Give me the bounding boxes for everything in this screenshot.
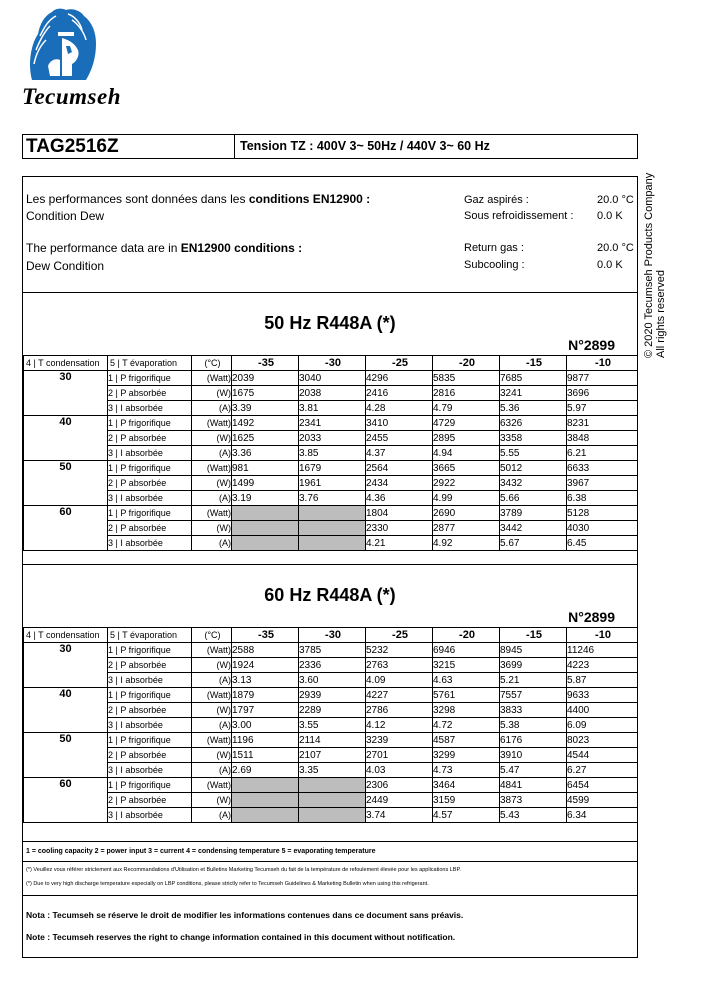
- model-header: [22, 134, 638, 159]
- value-cell: 4.37: [366, 446, 433, 461]
- param-label: 1 | P frigorifique: [108, 461, 192, 476]
- param-unit: (W): [192, 793, 232, 808]
- unavailable-cell: [232, 778, 299, 793]
- param-label: 2 | P absorbée: [108, 703, 192, 718]
- value-cell: 3298: [433, 703, 500, 718]
- value-cell: 5.66: [500, 491, 567, 506]
- table-row: [24, 446, 638, 461]
- param-unit: (Watt): [192, 416, 232, 431]
- value-cell: 3358: [500, 431, 567, 446]
- table-header-row: [24, 628, 638, 643]
- section-50hz-title: 50 Hz R448A (*): [264, 313, 396, 333]
- param-unit: (W): [192, 521, 232, 536]
- param-label: 2 | P absorbée: [108, 793, 192, 808]
- en-conditions-text: The performance data are in: [26, 241, 181, 255]
- footnote-en: (*) Due to very high discharge temperature especially on LBP conditions, please strictly refer to Tecumseh Guidelines & Marketing Bulletin when using this refrigerant.: [26, 881, 429, 887]
- tcond-value: 30: [24, 371, 108, 416]
- value-cell: 2877: [433, 521, 500, 536]
- value-cell: 6326: [500, 416, 567, 431]
- value-cell: 3299: [433, 748, 500, 763]
- table-row: [24, 401, 638, 416]
- table-row: [24, 476, 638, 491]
- value-cell: 4.72: [433, 718, 500, 733]
- fr-dew: Condition Dew: [26, 209, 105, 223]
- value-cell: 4.03: [366, 763, 433, 778]
- value-cell: 3241: [500, 386, 567, 401]
- value-cell: 2416: [366, 386, 433, 401]
- param-label: 2 | P absorbée: [108, 476, 192, 491]
- param-label: 1 | P frigorifique: [108, 416, 192, 431]
- value-cell: 3239: [366, 733, 433, 748]
- table-row: [24, 793, 638, 808]
- value-cell: 4.94: [433, 446, 500, 461]
- value-cell: 5761: [433, 688, 500, 703]
- temp-header: -30: [299, 356, 366, 371]
- value-cell: 3.13: [232, 673, 299, 688]
- performance-table-50hz: [23, 355, 638, 551]
- value-cell: 4.09: [366, 673, 433, 688]
- value-cell: 3967: [567, 476, 638, 491]
- value-cell: 2564: [366, 461, 433, 476]
- copyright: [641, 172, 669, 358]
- temp-header: -10: [567, 356, 638, 371]
- value-cell: 6.38: [567, 491, 638, 506]
- table-row: [24, 386, 638, 401]
- temp-header: -20: [433, 356, 500, 371]
- value-cell: 981: [232, 461, 299, 476]
- value-cell: 2306: [366, 778, 433, 793]
- value-cell: 4.57: [433, 808, 500, 823]
- value-cell: 11246: [567, 643, 638, 658]
- value-cell: 1196: [232, 733, 299, 748]
- value-cell: 2763: [366, 658, 433, 673]
- value-cell: 1679: [299, 461, 366, 476]
- param-label: 2 | P absorbée: [108, 521, 192, 536]
- temp-header: -20: [433, 628, 500, 643]
- value-cell: 1675: [232, 386, 299, 401]
- value-cell: 3873: [500, 793, 567, 808]
- value-cell: 6.09: [567, 718, 638, 733]
- unavailable-cell: [299, 778, 366, 793]
- value-cell: 6176: [500, 733, 567, 748]
- table-row: [24, 688, 638, 703]
- param-unit: (Watt): [192, 688, 232, 703]
- param-unit: (A): [192, 718, 232, 733]
- value-cell: 2434: [366, 476, 433, 491]
- value-cell: 6.21: [567, 446, 638, 461]
- unavailable-cell: [299, 536, 366, 551]
- fr-gas-label: Gaz aspirés :: [464, 194, 529, 206]
- value-cell: 2455: [366, 431, 433, 446]
- param-label: 1 | P frigorifique: [108, 733, 192, 748]
- model-name: TAG2516Z: [23, 135, 235, 158]
- param-label: 3 | I absorbée: [108, 536, 192, 551]
- en-gas-value: 20.0 °C: [597, 242, 634, 254]
- fr-sub-value: 0.0 K: [597, 210, 623, 222]
- table-row: [24, 763, 638, 778]
- value-cell: 4.28: [366, 401, 433, 416]
- param-label: 2 | P absorbée: [108, 658, 192, 673]
- unavailable-cell: [232, 536, 299, 551]
- value-cell: 3696: [567, 386, 638, 401]
- tcond-header: 4 | T condensation: [24, 356, 108, 371]
- param-unit: (A): [192, 673, 232, 688]
- fr-conditions-text: Les performances sont données dans les: [26, 192, 249, 206]
- table-row: [24, 431, 638, 446]
- performance-frame: [22, 176, 638, 958]
- value-cell: 4296: [366, 371, 433, 386]
- value-cell: 2449: [366, 793, 433, 808]
- note-en: Note : Tecumseh reserves the right to change information contained in this document without notification.: [26, 932, 456, 942]
- value-cell: 4.73: [433, 763, 500, 778]
- value-cell: 4587: [433, 733, 500, 748]
- value-cell: 2895: [433, 431, 500, 446]
- footnote-fr: (*) Veuillez vous référer strictement aux Recommandations d'Utilisation et Bulletins Marketing Tecumseh du fait de la température de refoulement élevée pour les applications LBP.: [26, 867, 461, 873]
- value-cell: 2922: [433, 476, 500, 491]
- section-60hz-title: 60 Hz R448A (*): [264, 585, 396, 605]
- param-label: 3 | I absorbée: [108, 401, 192, 416]
- en-gas-label: Return gas :: [464, 242, 524, 254]
- fr-conditions-line: [26, 192, 370, 206]
- unit-header: (°C): [192, 356, 232, 371]
- value-cell: 2330: [366, 521, 433, 536]
- value-cell: 3.85: [299, 446, 366, 461]
- tcond-header: 4 | T condensation: [24, 628, 108, 643]
- value-cell: 5.36: [500, 401, 567, 416]
- value-cell: 3.60: [299, 673, 366, 688]
- value-cell: 4729: [433, 416, 500, 431]
- en-dew: Dew Condition: [26, 259, 105, 273]
- param-unit: (Watt): [192, 778, 232, 793]
- value-cell: 2114: [299, 733, 366, 748]
- value-cell: 2033: [299, 431, 366, 446]
- value-cell: 5.43: [500, 808, 567, 823]
- value-cell: 1625: [232, 431, 299, 446]
- value-cell: 2.69: [232, 763, 299, 778]
- value-cell: 3.74: [366, 808, 433, 823]
- value-cell: 1961: [299, 476, 366, 491]
- value-cell: 2336: [299, 658, 366, 673]
- param-label: 1 | P frigorifique: [108, 688, 192, 703]
- table-row: [24, 733, 638, 748]
- value-cell: 4841: [500, 778, 567, 793]
- value-cell: 2816: [433, 386, 500, 401]
- value-cell: 4227: [366, 688, 433, 703]
- value-cell: 6.34: [567, 808, 638, 823]
- temp-header: -15: [500, 356, 567, 371]
- unavailable-cell: [299, 808, 366, 823]
- value-cell: 1511: [232, 748, 299, 763]
- unavailable-cell: [232, 506, 299, 521]
- value-cell: 1804: [366, 506, 433, 521]
- value-cell: 4223: [567, 658, 638, 673]
- table-row: [24, 658, 638, 673]
- performance-table-60hz: [23, 627, 638, 823]
- unavailable-cell: [232, 521, 299, 536]
- param-unit: (A): [192, 401, 232, 416]
- value-cell: 2341: [299, 416, 366, 431]
- param-unit: (W): [192, 748, 232, 763]
- value-cell: 3215: [433, 658, 500, 673]
- value-cell: 3464: [433, 778, 500, 793]
- value-cell: 3040: [299, 371, 366, 386]
- value-cell: 1499: [232, 476, 299, 491]
- value-cell: 7685: [500, 371, 567, 386]
- temp-header: -25: [366, 628, 433, 643]
- table-row: [24, 703, 638, 718]
- tcond-value: 40: [24, 688, 108, 733]
- table-row: [24, 808, 638, 823]
- value-cell: 3.19: [232, 491, 299, 506]
- en-sub-label: Subcooling :: [464, 259, 525, 271]
- copyright-line2: All rights reserved: [655, 269, 667, 358]
- tcond-value: 40: [24, 416, 108, 461]
- value-cell: 3442: [500, 521, 567, 536]
- value-cell: 3.35: [299, 763, 366, 778]
- value-cell: 8023: [567, 733, 638, 748]
- value-cell: 3.39: [232, 401, 299, 416]
- value-cell: 2588: [232, 643, 299, 658]
- param-label: 2 | P absorbée: [108, 386, 192, 401]
- en-sub-value: 0.0 K: [597, 259, 623, 271]
- temp-header: -35: [232, 628, 299, 643]
- value-cell: 2038: [299, 386, 366, 401]
- tension-label: Tension TZ : 400V 3~ 50Hz / 440V 3~ 60 Hz: [240, 139, 490, 153]
- value-cell: 5012: [500, 461, 567, 476]
- table-row: [24, 778, 638, 793]
- value-cell: 3699: [500, 658, 567, 673]
- table-row: [24, 521, 638, 536]
- value-cell: 2107: [299, 748, 366, 763]
- section-divider: [23, 564, 637, 565]
- value-cell: 6946: [433, 643, 500, 658]
- value-cell: 3785: [299, 643, 366, 658]
- param-unit: (Watt): [192, 461, 232, 476]
- param-unit: (W): [192, 476, 232, 491]
- value-cell: 2690: [433, 506, 500, 521]
- value-cell: 9633: [567, 688, 638, 703]
- unavailable-cell: [232, 808, 299, 823]
- tevap-header: 5 | T évaporation: [108, 628, 192, 643]
- param-label: 2 | P absorbée: [108, 431, 192, 446]
- value-cell: 1797: [232, 703, 299, 718]
- value-cell: 2039: [232, 371, 299, 386]
- value-cell: 1924: [232, 658, 299, 673]
- param-label: 1 | P frigorifique: [108, 643, 192, 658]
- value-cell: 4.63: [433, 673, 500, 688]
- value-cell: 4030: [567, 521, 638, 536]
- section-50hz-number: N°2899: [568, 337, 615, 353]
- param-unit: (W): [192, 703, 232, 718]
- fr-conditions-bold: conditions EN12900 :: [248, 192, 371, 206]
- unavailable-cell: [299, 521, 366, 536]
- value-cell: 5128: [567, 506, 638, 521]
- copyright-line1: © 2020 Tecumseh Products Company: [643, 172, 655, 358]
- value-cell: 1879: [232, 688, 299, 703]
- param-label: 1 | P frigorifique: [108, 778, 192, 793]
- tcond-value: 30: [24, 643, 108, 688]
- param-label: 1 | P frigorifique: [108, 506, 192, 521]
- param-unit: (A): [192, 808, 232, 823]
- value-cell: 5232: [366, 643, 433, 658]
- table-row: [24, 506, 638, 521]
- table-row: [24, 673, 638, 688]
- tcond-value: 60: [24, 778, 108, 823]
- en-conditions-bold: EN12900 conditions :: [180, 241, 303, 255]
- param-label: 3 | I absorbée: [108, 718, 192, 733]
- table-row: [24, 371, 638, 386]
- value-cell: 5.38: [500, 718, 567, 733]
- value-cell: 2786: [366, 703, 433, 718]
- value-cell: 9877: [567, 371, 638, 386]
- value-cell: 4.79: [433, 401, 500, 416]
- value-cell: 3432: [500, 476, 567, 491]
- value-cell: 6633: [567, 461, 638, 476]
- table-row: [24, 491, 638, 506]
- tevap-header: 5 | T évaporation: [108, 356, 192, 371]
- value-cell: 3159: [433, 793, 500, 808]
- param-unit: (A): [192, 491, 232, 506]
- fr-gas-value: 20.0 °C: [597, 194, 634, 206]
- param-unit: (W): [192, 658, 232, 673]
- brand-name: Tecumseh: [22, 84, 121, 109]
- value-cell: 3789: [500, 506, 567, 521]
- param-unit: (Watt): [192, 643, 232, 658]
- param-unit: (Watt): [192, 733, 232, 748]
- value-cell: 4.21: [366, 536, 433, 551]
- value-cell: 6.27: [567, 763, 638, 778]
- param-label: 2 | P absorbée: [108, 748, 192, 763]
- legend-divider: [23, 861, 637, 862]
- value-cell: 6454: [567, 778, 638, 793]
- tcond-value: 50: [24, 461, 108, 506]
- param-label: 3 | I absorbée: [108, 673, 192, 688]
- temp-header: -10: [567, 628, 638, 643]
- temp-header: -15: [500, 628, 567, 643]
- value-cell: 3.00: [232, 718, 299, 733]
- value-cell: 8945: [500, 643, 567, 658]
- value-cell: 2939: [299, 688, 366, 703]
- value-cell: 5.87: [567, 673, 638, 688]
- value-cell: 5.67: [500, 536, 567, 551]
- unavailable-cell: [232, 793, 299, 808]
- param-label: 1 | P frigorifique: [108, 371, 192, 386]
- param-label: 3 | I absorbée: [108, 491, 192, 506]
- tcond-value: 50: [24, 733, 108, 778]
- value-cell: 3833: [500, 703, 567, 718]
- table-row: [24, 461, 638, 476]
- value-cell: 3410: [366, 416, 433, 431]
- temp-header: -30: [299, 628, 366, 643]
- value-cell: 5.21: [500, 673, 567, 688]
- param-unit: (A): [192, 536, 232, 551]
- fr-sub-label: Sous refroidissement :: [464, 210, 574, 222]
- conditions-block: [23, 177, 637, 293]
- temp-header: -35: [232, 356, 299, 371]
- unit-header: (°C): [192, 628, 232, 643]
- table-row: [24, 416, 638, 431]
- table-row: [24, 718, 638, 733]
- value-cell: 4544: [567, 748, 638, 763]
- param-unit: (W): [192, 386, 232, 401]
- value-cell: 3.76: [299, 491, 366, 506]
- value-cell: 4.36: [366, 491, 433, 506]
- table-row: [24, 748, 638, 763]
- en-conditions-line: [26, 241, 302, 255]
- value-cell: 2289: [299, 703, 366, 718]
- temp-header: -25: [366, 356, 433, 371]
- param-label: 3 | I absorbée: [108, 446, 192, 461]
- param-unit: (Watt): [192, 506, 232, 521]
- legend: 1 = cooling capacity 2 = power input 3 = current 4 = condensing temperature 5 = evaporating temperature: [23, 841, 637, 861]
- tcond-value: 60: [24, 506, 108, 551]
- table-header-row: [24, 356, 638, 371]
- value-cell: 5.47: [500, 763, 567, 778]
- value-cell: 3910: [500, 748, 567, 763]
- value-cell: 3.36: [232, 446, 299, 461]
- value-cell: 3665: [433, 461, 500, 476]
- unavailable-cell: [299, 793, 366, 808]
- value-cell: 5.55: [500, 446, 567, 461]
- table-row: [24, 536, 638, 551]
- value-cell: 5.97: [567, 401, 638, 416]
- section-60hz-number: N°2899: [568, 609, 615, 625]
- value-cell: 6.45: [567, 536, 638, 551]
- value-cell: 2701: [366, 748, 433, 763]
- value-cell: 5835: [433, 371, 500, 386]
- value-cell: 3.81: [299, 401, 366, 416]
- value-cell: 3.55: [299, 718, 366, 733]
- value-cell: 4599: [567, 793, 638, 808]
- param-label: 3 | I absorbée: [108, 808, 192, 823]
- footnote-divider: [23, 895, 637, 896]
- value-cell: 1492: [232, 416, 299, 431]
- unavailable-cell: [299, 506, 366, 521]
- value-cell: 3848: [567, 431, 638, 446]
- param-unit: (Watt): [192, 371, 232, 386]
- param-unit: (A): [192, 446, 232, 461]
- value-cell: 8231: [567, 416, 638, 431]
- param-unit: (A): [192, 763, 232, 778]
- value-cell: 4.92: [433, 536, 500, 551]
- nota-fr: Nota : Tecumseh se réserve le droit de modifier les informations contenues dans ce document sans préavis.: [26, 910, 464, 920]
- table-row: [24, 643, 638, 658]
- value-cell: 7557: [500, 688, 567, 703]
- value-cell: 4.99: [433, 491, 500, 506]
- param-label: 3 | I absorbée: [108, 763, 192, 778]
- value-cell: 4400: [567, 703, 638, 718]
- param-unit: (W): [192, 431, 232, 446]
- value-cell: 4.12: [366, 718, 433, 733]
